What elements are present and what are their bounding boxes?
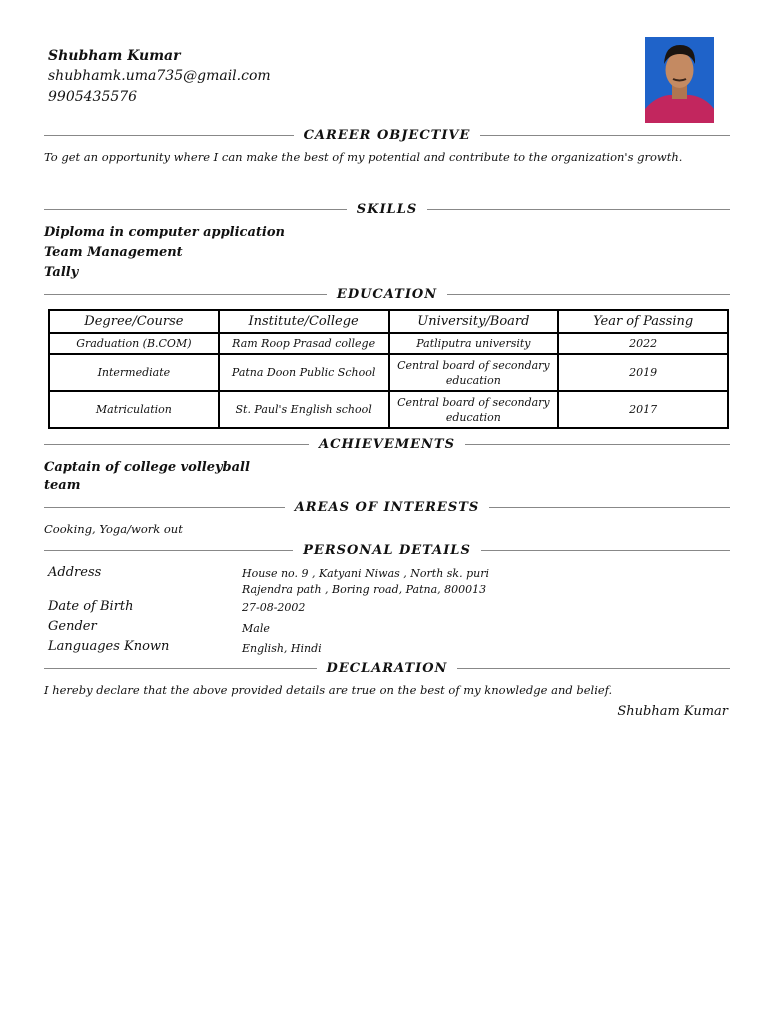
education-heading: EDUCATION: [44, 285, 730, 303]
column-header: Degree/Course: [49, 310, 219, 333]
address-line-1: House no. 9 , Katyani Niwas , North sk. puri: [242, 567, 489, 580]
table-cell: Central board of secondary education: [389, 354, 559, 391]
table-cell: Central board of secondary education: [389, 391, 559, 428]
email-text: shubhamk.uma735@gmail.com: [48, 68, 271, 84]
table-cell: 2017: [558, 391, 728, 428]
table-header-row: [49, 310, 728, 333]
achievements-heading: ACHIEVEMENTS: [44, 435, 730, 453]
achievement-text: team: [44, 478, 81, 493]
person-photo-icon: [645, 37, 714, 123]
dob-value: 27-08-2002: [242, 601, 306, 614]
personal-details-heading: PERSONAL DETAILS: [44, 541, 730, 559]
skill-item: Diploma in computer application: [44, 225, 285, 240]
table-row: [49, 391, 728, 428]
table-row: [49, 333, 728, 354]
skill-item: Team Management: [44, 245, 183, 260]
skills-heading: SKILLS: [44, 200, 730, 218]
table-cell: 2019: [558, 354, 728, 391]
interests-text: Cooking, Yoga/work out: [44, 522, 183, 536]
declaration-text: I hereby declare that the above provided details are true on the best of my knowledge and belief.: [44, 683, 613, 697]
career-objective-text: To get an opportunity where I can make the best of my potential and contribute to the organization's growth.: [44, 150, 683, 164]
languages-label: Languages Known: [48, 639, 170, 654]
gender-value: Male: [242, 622, 270, 635]
table-cell: Matriculation: [49, 391, 219, 428]
career-objective-heading: CAREER OBJECTIVE: [44, 126, 730, 144]
column-header: University/Board: [389, 310, 559, 333]
phone-text: 9905435576: [48, 89, 138, 105]
table-cell: St. Paul's English school: [219, 391, 389, 428]
profile-photo: [645, 37, 714, 123]
interests-heading: AREAS OF INTERESTS: [44, 498, 730, 516]
candidate-name: Shubham Kumar: [48, 48, 181, 64]
table-cell: Patliputra university: [389, 333, 559, 354]
address-line-2: Rajendra path , Boring road, Patna, 800013: [242, 583, 487, 596]
signature: Shubham Kumar: [617, 704, 728, 719]
table-row: [49, 354, 728, 391]
dob-label: Date of Birth: [48, 599, 134, 614]
column-header: Institute/College: [219, 310, 389, 333]
gender-label: Gender: [48, 619, 97, 634]
skill-item: Tally: [44, 265, 79, 280]
table-cell: Intermediate: [49, 354, 219, 391]
table-cell: Ram Roop Prasad college: [219, 333, 389, 354]
declaration-heading: DECLARATION: [44, 659, 730, 677]
table-cell: Graduation (B.COM): [49, 333, 219, 354]
education-table: [48, 309, 729, 429]
languages-value: English, Hindi: [242, 642, 322, 655]
address-label: Address: [48, 565, 102, 580]
column-header: Year of Passing: [558, 310, 728, 333]
achievement-text: Captain of college volleyball: [44, 460, 250, 475]
table-cell: 2022: [558, 333, 728, 354]
table-cell: Patna Doon Public School: [219, 354, 389, 391]
